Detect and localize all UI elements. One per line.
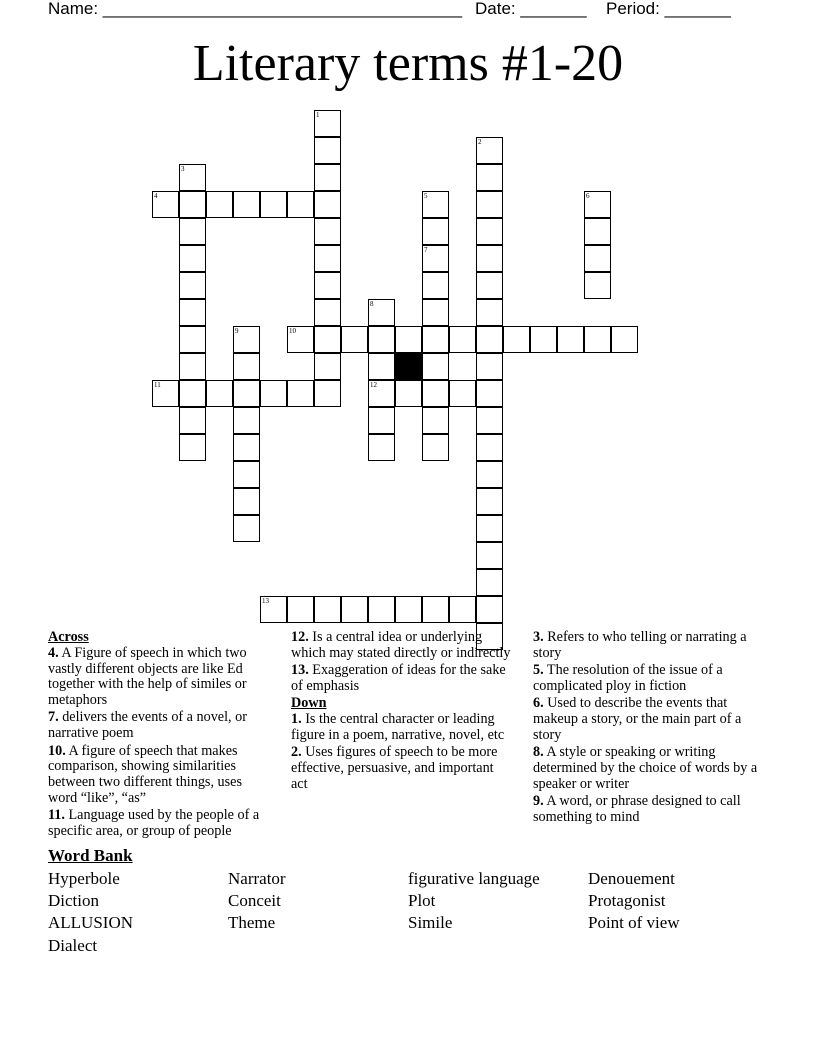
- clue-number: 13.: [291, 662, 309, 679]
- clue-across-13: [291, 663, 513, 695]
- crossword-cell[interactable]: [260, 380, 287, 407]
- crossword-cell[interactable]: [422, 218, 449, 245]
- word-bank-item: ALLUSION: [48, 913, 133, 932]
- clue-down-8: [533, 745, 771, 792]
- clue-number: 3.: [533, 629, 544, 645]
- clue-number: 1.: [291, 710, 302, 727]
- crossword-cell[interactable]: [314, 326, 341, 353]
- crossword-cell[interactable]: [233, 434, 260, 461]
- crossword-cell[interactable]: [314, 110, 341, 137]
- crossword-cell[interactable]: [476, 380, 503, 407]
- clue-text: A Figure of speech in which two vastly different objects are like Ed together with the help of similes or metaphors: [48, 644, 247, 709]
- word-bank-item: Denouement: [588, 869, 675, 888]
- crossword-cell[interactable]: [422, 596, 449, 623]
- clue-number-label: 3: [181, 165, 185, 173]
- word-bank-title: Word Bank: [48, 846, 133, 865]
- crossword-cell[interactable]: [422, 299, 449, 326]
- crossword-cell[interactable]: [233, 407, 260, 434]
- clue-number-label: 5: [424, 192, 428, 200]
- crossword-cell[interactable]: [287, 326, 314, 353]
- clues-column-1: [48, 630, 273, 841]
- word-bank-item: Narrator: [228, 869, 286, 888]
- clue-number: 6.: [533, 695, 544, 712]
- clue-text: Exaggeration of ideas for the sake of emphasis: [291, 662, 506, 694]
- clue-number: 12.: [291, 629, 309, 645]
- crossword-cell[interactable]: [530, 326, 557, 353]
- clues-column-2: [291, 630, 513, 794]
- clue-number: 8.: [533, 744, 544, 761]
- crossword-cell[interactable]: [368, 353, 395, 380]
- word-bank-item: Protagonist: [588, 891, 666, 910]
- clue-across-11: [48, 808, 273, 840]
- clue-text: Is a central idea or underlying which may stated directly or indirectly: [291, 629, 511, 661]
- crossword-cell[interactable]: [260, 596, 287, 623]
- crossword-cell[interactable]: [152, 380, 179, 407]
- crossword-cell[interactable]: [179, 353, 206, 380]
- clue-down-3: [533, 630, 771, 662]
- clue-down-1: [291, 712, 513, 744]
- crossword-cell[interactable]: [476, 596, 503, 623]
- crossword-cell[interactable]: [422, 245, 449, 272]
- name-field[interactable]: Name: ______________________________________: [48, 0, 463, 18]
- crossword-cell[interactable]: [449, 380, 476, 407]
- clue-text: Used to describe the events that makeup a story, or the main part of a story: [533, 695, 742, 743]
- clue-text: Language used by the people of a specific area, or group of people: [48, 807, 260, 840]
- crossword-black-cell: [395, 353, 422, 380]
- crossword-cell[interactable]: [422, 272, 449, 299]
- clue-down-2: [291, 745, 513, 792]
- word-bank-item: Simile: [408, 913, 453, 932]
- crossword-cell[interactable]: [422, 380, 449, 407]
- crossword-cell[interactable]: [179, 164, 206, 191]
- crossword-cell[interactable]: [287, 380, 314, 407]
- date-field[interactable]: Date: _______: [475, 0, 587, 18]
- crossword-cell[interactable]: [314, 137, 341, 164]
- crossword-cell[interactable]: [395, 326, 422, 353]
- crossword-cell[interactable]: [233, 380, 260, 407]
- word-bank-item: Conceit: [228, 891, 281, 910]
- clue-number-label: 12: [370, 381, 377, 389]
- crossword-cell[interactable]: [314, 272, 341, 299]
- crossword-cell[interactable]: [476, 218, 503, 245]
- crossword-cell[interactable]: [233, 191, 260, 218]
- crossword-cell[interactable]: [584, 326, 611, 353]
- crossword-cell[interactable]: [503, 326, 530, 353]
- clue-number: 11.: [48, 807, 65, 824]
- crossword-cell[interactable]: [368, 299, 395, 326]
- clue-number-label: 4: [154, 192, 158, 200]
- clue-number: 2.: [291, 744, 302, 761]
- crossword-cell[interactable]: [368, 380, 395, 407]
- crossword-cell[interactable]: [476, 353, 503, 380]
- crossword-cell[interactable]: [314, 245, 341, 272]
- period-field[interactable]: Period: _______: [606, 0, 731, 18]
- crossword-cell[interactable]: [584, 272, 611, 299]
- clue-number: 5.: [533, 662, 544, 679]
- crossword-cell[interactable]: [179, 434, 206, 461]
- clue-text: Refers to who telling or narrating a story: [533, 629, 747, 661]
- crossword-cell[interactable]: [584, 191, 611, 218]
- crossword-cell[interactable]: [368, 407, 395, 434]
- clue-text: The resolution of the issue of a complicated ploy in fiction: [533, 662, 723, 694]
- crossword-cell[interactable]: [422, 326, 449, 353]
- word-bank-item: Point of view: [588, 913, 680, 932]
- crossword-cell[interactable]: [611, 326, 638, 353]
- crossword-cell[interactable]: [476, 245, 503, 272]
- crossword-cell[interactable]: [341, 326, 368, 353]
- clue-down-6: [533, 696, 771, 743]
- page-title: Literary terms #1-20: [192, 35, 624, 92]
- clue-number-label: 11: [154, 381, 161, 389]
- across-heading: Across: [48, 629, 89, 645]
- crossword-cell[interactable]: [395, 380, 422, 407]
- clue-across-4: [48, 646, 273, 709]
- crossword-cell[interactable]: [152, 191, 179, 218]
- clue-text: Uses figures of speech to be more effective, persuasive, and important act: [291, 744, 498, 792]
- crossword-cell[interactable]: [341, 596, 368, 623]
- crossword-cell[interactable]: [395, 596, 422, 623]
- crossword-cell[interactable]: [179, 326, 206, 353]
- clue-across-12: [291, 630, 513, 662]
- clue-number-label: 10: [289, 327, 296, 335]
- crossword-cell[interactable]: [476, 191, 503, 218]
- crossword-cell[interactable]: [368, 326, 395, 353]
- word-bank-item: Dialect: [48, 936, 98, 955]
- clue-number-label: 8: [370, 300, 374, 308]
- word-bank-item: Plot: [408, 891, 436, 910]
- clue-number: 4.: [48, 644, 59, 661]
- clue-down-9: [533, 794, 771, 826]
- clue-number-label: 7: [424, 246, 428, 254]
- clue-number: 10.: [48, 742, 66, 759]
- crossword-cell[interactable]: [476, 272, 503, 299]
- down-heading: Down: [291, 695, 327, 712]
- clue-number: 9.: [533, 792, 544, 809]
- crossword-cell[interactable]: [422, 434, 449, 461]
- crossword-cell[interactable]: [314, 164, 341, 191]
- crossword-cell[interactable]: [233, 461, 260, 488]
- crossword-cell[interactable]: [233, 326, 260, 353]
- crossword-cell[interactable]: [557, 326, 584, 353]
- crossword-cell[interactable]: [476, 407, 503, 434]
- clue-number-label: 13: [262, 597, 269, 605]
- crossword-cell[interactable]: [476, 569, 503, 596]
- clue-text: delivers the events of a novel, or narrative poem: [48, 709, 247, 742]
- word-bank-item: Theme: [228, 913, 276, 932]
- clue-number-label: 2: [478, 138, 482, 146]
- crossword-cell[interactable]: [422, 407, 449, 434]
- word-bank-item: Hyperbole: [48, 869, 120, 888]
- clue-number: 7.: [48, 709, 59, 726]
- clue-text: A figure of speech that makes comparison, showing similarities between two different things, uses word “like”, “as”: [48, 742, 242, 806]
- crossword-cell[interactable]: [422, 191, 449, 218]
- crossword-cell[interactable]: [233, 488, 260, 515]
- crossword-cell[interactable]: [476, 434, 503, 461]
- crossword-cell[interactable]: [179, 299, 206, 326]
- crossword-cell[interactable]: [314, 596, 341, 623]
- crossword-cell[interactable]: [260, 191, 287, 218]
- crossword-cell[interactable]: [179, 218, 206, 245]
- crossword-cell[interactable]: [206, 380, 233, 407]
- crossword-cell[interactable]: [368, 596, 395, 623]
- crossword-cell[interactable]: [179, 380, 206, 407]
- clue-text: Is the central character or leading figure in a poem, narrative, novel, etc: [291, 710, 505, 743]
- crossword-cell[interactable]: [314, 380, 341, 407]
- crossword-cell[interactable]: [314, 191, 341, 218]
- crossword-cell[interactable]: [233, 353, 260, 380]
- crossword-cell[interactable]: [179, 272, 206, 299]
- word-bank-item: figurative language: [408, 869, 540, 888]
- crossword-cell[interactable]: [179, 245, 206, 272]
- crossword-cell[interactable]: [476, 515, 503, 542]
- crossword-cell[interactable]: [368, 434, 395, 461]
- clue-across-10: [48, 744, 273, 807]
- crossword-cell[interactable]: [476, 488, 503, 515]
- crossword-cell[interactable]: [449, 326, 476, 353]
- crossword-cell[interactable]: [287, 596, 314, 623]
- crossword-cell[interactable]: [584, 245, 611, 272]
- crossword-cell[interactable]: [314, 299, 341, 326]
- crossword-cell[interactable]: [476, 299, 503, 326]
- crossword-cell[interactable]: [314, 353, 341, 380]
- crossword-cell[interactable]: [233, 515, 260, 542]
- crossword-cell[interactable]: [206, 191, 233, 218]
- clue-text: A word, or phrase designed to call something to mind: [533, 792, 741, 825]
- clue-across-7: [48, 710, 273, 742]
- clue-number-label: 1: [316, 111, 320, 119]
- clues-column-3: [533, 630, 771, 827]
- crossword-cell[interactable]: [476, 164, 503, 191]
- crossword-cell[interactable]: [179, 407, 206, 434]
- crossword-cell[interactable]: [179, 191, 206, 218]
- crossword-cell[interactable]: [476, 326, 503, 353]
- crossword-cell[interactable]: [287, 191, 314, 218]
- clue-number-label: 6: [586, 192, 590, 200]
- crossword-cell[interactable]: [314, 218, 341, 245]
- crossword-cell[interactable]: [449, 596, 476, 623]
- crossword-cell[interactable]: [476, 137, 503, 164]
- clue-down-5: [533, 663, 771, 695]
- crossword-cell[interactable]: [476, 461, 503, 488]
- crossword-cell[interactable]: [584, 218, 611, 245]
- crossword-cell[interactable]: [476, 542, 503, 569]
- crossword-cell[interactable]: [422, 353, 449, 380]
- clue-text: A style or speaking or writing determined by the choice of words by a speaker or writer: [533, 744, 758, 792]
- word-bank-item: Diction: [48, 891, 99, 910]
- clue-number-label: 9: [235, 327, 239, 335]
